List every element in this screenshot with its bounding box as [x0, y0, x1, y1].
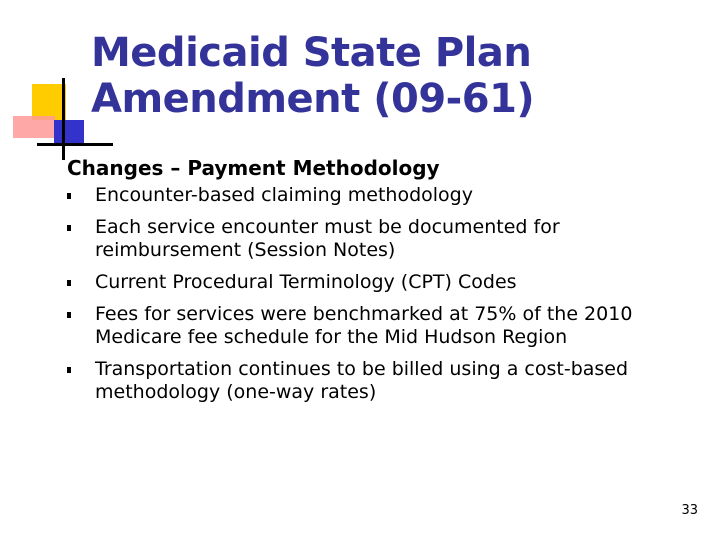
slide-content: [67, 154, 687, 413]
list-item-text: Encounter-based claiming methodology: [95, 184, 473, 206]
title-line-2: Amendment (09-61): [91, 76, 535, 122]
bullet-icon: [67, 367, 71, 373]
title-line-1: Medicaid State Plan: [91, 30, 532, 76]
list-item-text: Each service encounter must be documented for reimbursement (Session Notes): [95, 216, 560, 261]
list-item: [67, 358, 655, 404]
list-item: [67, 303, 655, 349]
list-item: [67, 271, 655, 294]
logo-horizontal-line: [37, 143, 113, 146]
list-item: [67, 184, 655, 207]
list-item: [67, 216, 655, 262]
section-heading: Changes – Payment Methodology: [67, 156, 440, 180]
bullet-icon: [67, 280, 71, 286]
bullet-list: [67, 184, 687, 404]
bullet-icon: [67, 312, 71, 318]
slide-title: [91, 30, 691, 122]
logo-vertical-line: [62, 78, 65, 160]
bullet-icon: [67, 225, 71, 231]
logo-red-square: [13, 116, 55, 138]
list-item-text: Transportation continues to be billed using a cost-based methodology (one-way rates): [95, 358, 629, 403]
list-item-text: Fees for services were benchmarked at 75% of the 2010 Medicare fee schedule for the Mid Hudson Region: [95, 303, 633, 348]
bullet-icon: [67, 193, 71, 199]
page-number: 33: [681, 503, 698, 518]
logo-yellow-square: [32, 84, 66, 120]
list-item-text: Current Procedural Terminology (CPT) Codes: [95, 271, 517, 293]
